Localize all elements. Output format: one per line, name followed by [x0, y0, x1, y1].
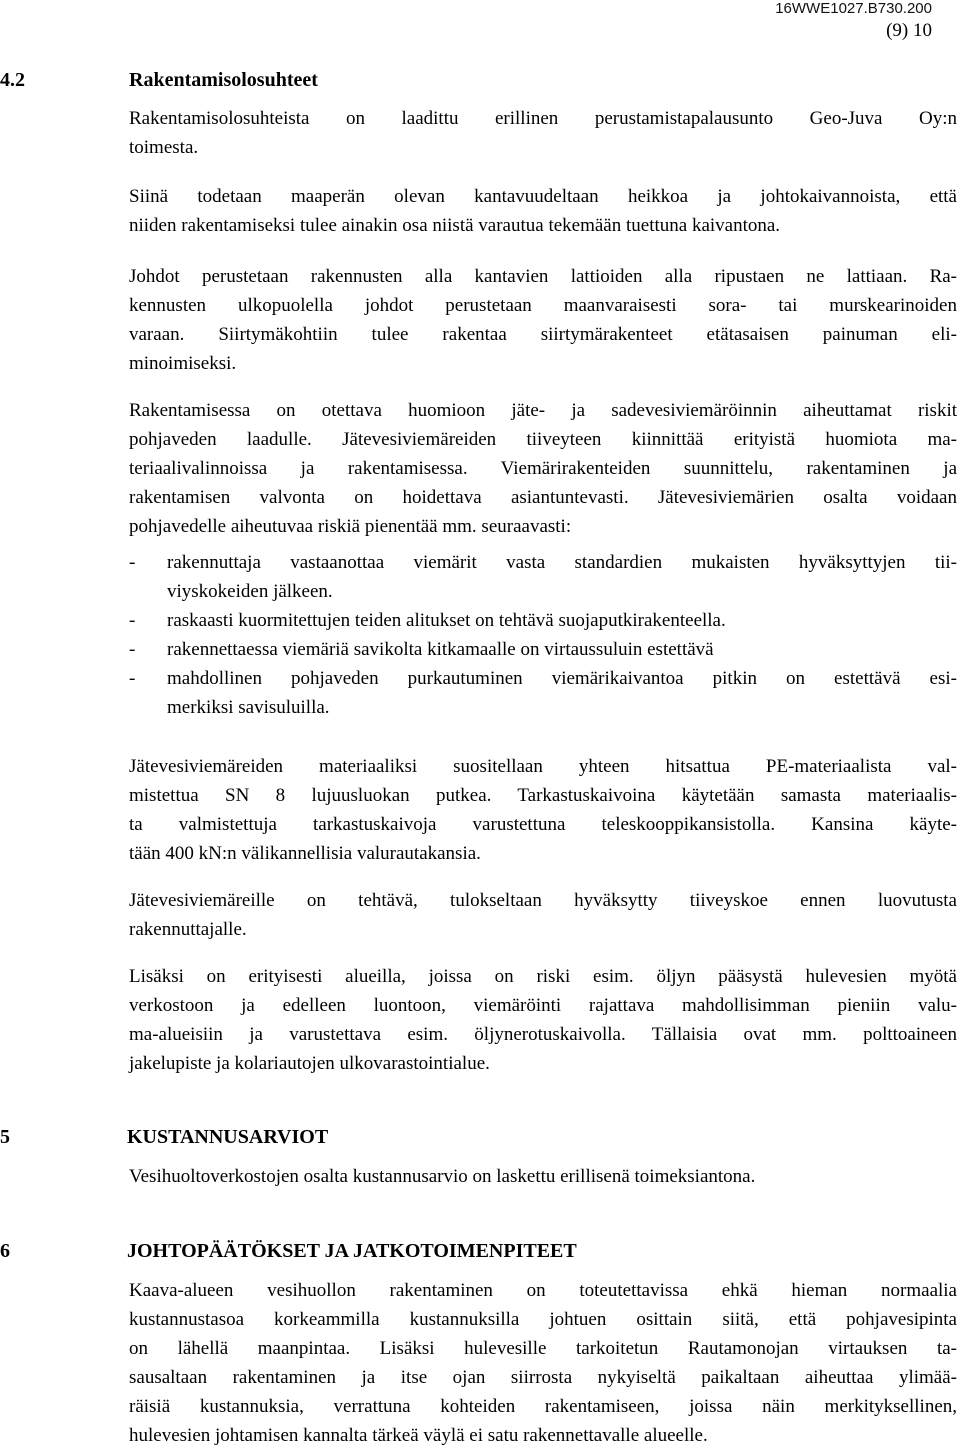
text-line: merkiksi savisuluilla.: [167, 697, 330, 718]
section-heading-5: [0, 1126, 960, 1152]
list-item: [129, 635, 957, 664]
page-number: (9) 10: [886, 20, 932, 41]
text-line: rakennuttajalle.: [129, 919, 247, 940]
paragraph: [129, 962, 957, 1078]
text-line: kennusten ulkopuolella johdot perustetaan maanvaraisesti sora- tai murskearinoiden: [129, 295, 957, 316]
text-line: Jätevesiviemäreiden materiaaliksi suositellaan yhteen hitsattua PE-materiaalista val-: [129, 756, 957, 777]
text-line: mahdollinen pohjaveden purkautuminen viemärikaivantoa pitkin on estettävä esi-: [167, 668, 957, 689]
text-line: teriaalivalinnoissa ja rakentamisessa. Viemärirakenteiden suunnittelu, rakentaminen ja: [129, 458, 957, 479]
text-line: varaan. Siirtymäkohtiin tulee rakentaa siirtymärakenteet etätasaisen painuman eli-: [129, 324, 957, 345]
section-title: KUSTANNUSARVIOT: [127, 1126, 329, 1148]
list-item: [129, 664, 957, 722]
text-line: Johdot perustetaan rakennusten alla kantavien lattioiden alla ripustaen ne lattiaan. Ra-: [129, 266, 957, 287]
text-line: Rakentamisessa on otettava huomioon jäte- ja sadevesiviemäröinnin aiheuttamat riskit: [129, 400, 957, 421]
text-line: niiden rakentamiseksi tulee ainakin osa niistä varautua tekemään tuettuna kaivantona.: [129, 215, 781, 236]
document-id: 16WWE1027.B730.200: [775, 0, 932, 17]
list-marker: -: [129, 668, 136, 689]
text-line: mistettua SN 8 lujuusluokan putkea. Tarkastuskaivoina käytetään samasta materiaalis-: [129, 785, 957, 806]
section-number: 5: [0, 1126, 10, 1148]
section-number: 6: [0, 1240, 10, 1262]
text-line: Kaava-alueen vesihuollon rakentaminen on toteutettavissa ehkä hieman normaalia: [129, 1280, 957, 1301]
section-title: Rakentamisolosuhteet: [129, 69, 318, 91]
text-line: jakelupiste ja kolariautojen ulkovarastointialue.: [129, 1053, 490, 1074]
text-line: minoimiseksi.: [129, 353, 237, 374]
text-line: pohjavedelle aiheutuvaa riskiä pienentää mm. seuraavasti:: [129, 516, 572, 537]
paragraph: [129, 104, 957, 162]
text-line: Rakentamisolosuhteista on laadittu erillinen perustamistapalausunto Geo-Juva Oy:n: [129, 108, 957, 129]
text-line: rakennuttaja vastaanottaa viemärit vasta standardien mukaisten hyväksyttyjen tii-: [167, 552, 957, 573]
text-line: rakennettaessa viemäriä savikolta kitkamaalle on virtaussuluin estettävä: [167, 639, 714, 660]
text-line: Jätevesiviemäreille on tehtävä, tulokseltaan hyväksytty tiiveyskoe ennen luovutusta: [129, 890, 957, 911]
section-heading-6: [0, 1240, 960, 1266]
list-item: [129, 548, 957, 606]
text-line: hulevesien johtamisen kannalta tärkeä väylä ei satu rakennettavalle alueelle.: [129, 1425, 708, 1446]
paragraph: [129, 396, 957, 541]
text-line: ma-alueisiin ja varustettava esim. öljynerotuskaivolla. Tällaisia ovat mm. polttoaineen: [129, 1024, 957, 1045]
paragraph: [129, 886, 957, 944]
text-line: on lähellä maanpintaa. Lisäksi hulevesille tarkoitetun Rautamonojan virtauksen ta-: [129, 1338, 957, 1359]
paragraph: [129, 752, 957, 868]
text-line: rakentamisen valvonta on hoidettava asiantuntevasti. Jätevesiviemärien osalta voidaan: [129, 487, 957, 508]
text-line: Siinä todetaan maaperän olevan kantavuudeltaan heikkoa ja johtokaivannoista, että: [129, 186, 957, 207]
paragraph: [129, 262, 957, 378]
text-line: toimesta.: [129, 137, 199, 158]
page-header: [775, 0, 932, 42]
paragraph: [129, 1276, 957, 1450]
text-line: ta valmistettuja tarkastuskaivoja varustettuna teleskooppikansistolla. Kansina käyte-: [129, 814, 957, 835]
section-number: 4.2: [0, 69, 25, 91]
text-line: verkostoon ja edelleen luontoon, viemäröinti rajattava mahdollisimman pieniin valu-: [129, 995, 957, 1016]
text-line: sausaltaan rakentaminen ja itse ojan siirrosta nykyiseltä paikaltaan aiheuttaa ylimää-: [129, 1367, 957, 1388]
text-line: pohjaveden laadulle. Jätevesiviemäreiden tiiveyteen kiinnittää erityistä huomiota ma-: [129, 429, 957, 450]
text-line: Vesihuoltoverkostojen osalta kustannusarvio on laskettu erillisenä toimeksiantona.: [129, 1166, 756, 1187]
list-marker: -: [129, 639, 136, 660]
section-heading-4-2: [0, 69, 960, 95]
section-title: JOHTOPÄÄTÖKSET JA JATKOTOIMENPITEET: [127, 1240, 577, 1262]
text-line: kustannustasoa korkeammilla kustannuksilla johtuen osittain siitä, että pohjavesipinta: [129, 1309, 957, 1330]
list-marker: -: [129, 552, 136, 573]
text-line: Lisäksi on erityisesti alueilla, joissa on riski esim. öljyn pääsystä hulevesien myötä: [129, 966, 957, 987]
list-item: [129, 606, 957, 635]
text-line: viyskokeiden jälkeen.: [167, 581, 333, 602]
paragraph: [129, 182, 957, 240]
list-marker: -: [129, 610, 136, 631]
text-line: tään 400 kN:n välikannellisia valurautakansia.: [129, 843, 481, 864]
text-line: räisiä kustannuksia, verrattuna kohteiden rakentamiseen, joissa näin merkityksellinen,: [129, 1396, 957, 1417]
bullet-list: [129, 548, 957, 722]
text-line: raskaasti kuormitettujen teiden alitukset on tehtävä suojaputkirakenteella.: [167, 610, 726, 631]
paragraph: [129, 1162, 957, 1191]
